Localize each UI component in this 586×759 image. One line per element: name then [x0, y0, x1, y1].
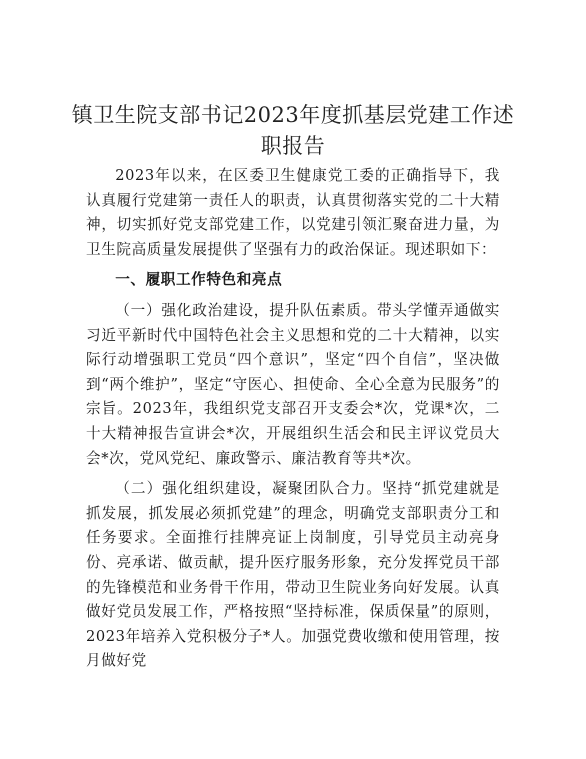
intro-paragraph: 2023年以来，在区委卫生健康党工委的正确指导下，我认真履行党建第一责任人的职责，认真贯彻落实党的二十大精神，切实抓好党支部党建工作，以党建引领汇聚奋进力量，为卫生院高质量发展提供了坚强有力的政治保证。现述职如下：: [86, 167, 500, 258]
document-title: [60, 100, 526, 162]
section-heading: 一、履职工作特色和亮点: [115, 271, 283, 289]
title-line-1: 镇卫生院支部书记2023年度抓基层党建工作述: [71, 103, 515, 127]
document-body: [86, 164, 500, 674]
paragraph-organization-building: （二）强化组织建设，凝聚团队合力。坚持“抓党建就是抓发展，抓发展必须抓党建”的理念，明确党支部职责分工和任务要求。全面推行挂牌亮证上岗制度，引导党员主动亮身份、亮承诺、做贡献，提升医疗服务形象，充分发挥党员干部的先锋模范和业务骨干作用，带动卫生院业务向好发展。认真做好党员发展工作，严格按照“坚持标准，保质保量”的原则，2023年培养入党积极分子*人。加强党费收缴和使用管理，按月做好党: [86, 480, 500, 670]
title-line-2: 职报告: [260, 134, 326, 158]
paragraph-political-building: （一）强化政治建设，提升队伍素质。带头学懂弄通做实习近平新时代中国特色社会主义思想和党的二十大精神，以实际行动增强职工党员“四个意识”，坚定“四个自信”，坚决做到“两个维护”，坚定“守医心、担使命、全心全意为民服务”的宗旨。2023年，我组织党支部召开支委会*次，党课*次，二十大精神报告宣讲会*次，开展组织生活会和民主评议党员大会*次，党风党纪、廉政警示、廉洁教育等共*次。: [86, 301, 500, 467]
